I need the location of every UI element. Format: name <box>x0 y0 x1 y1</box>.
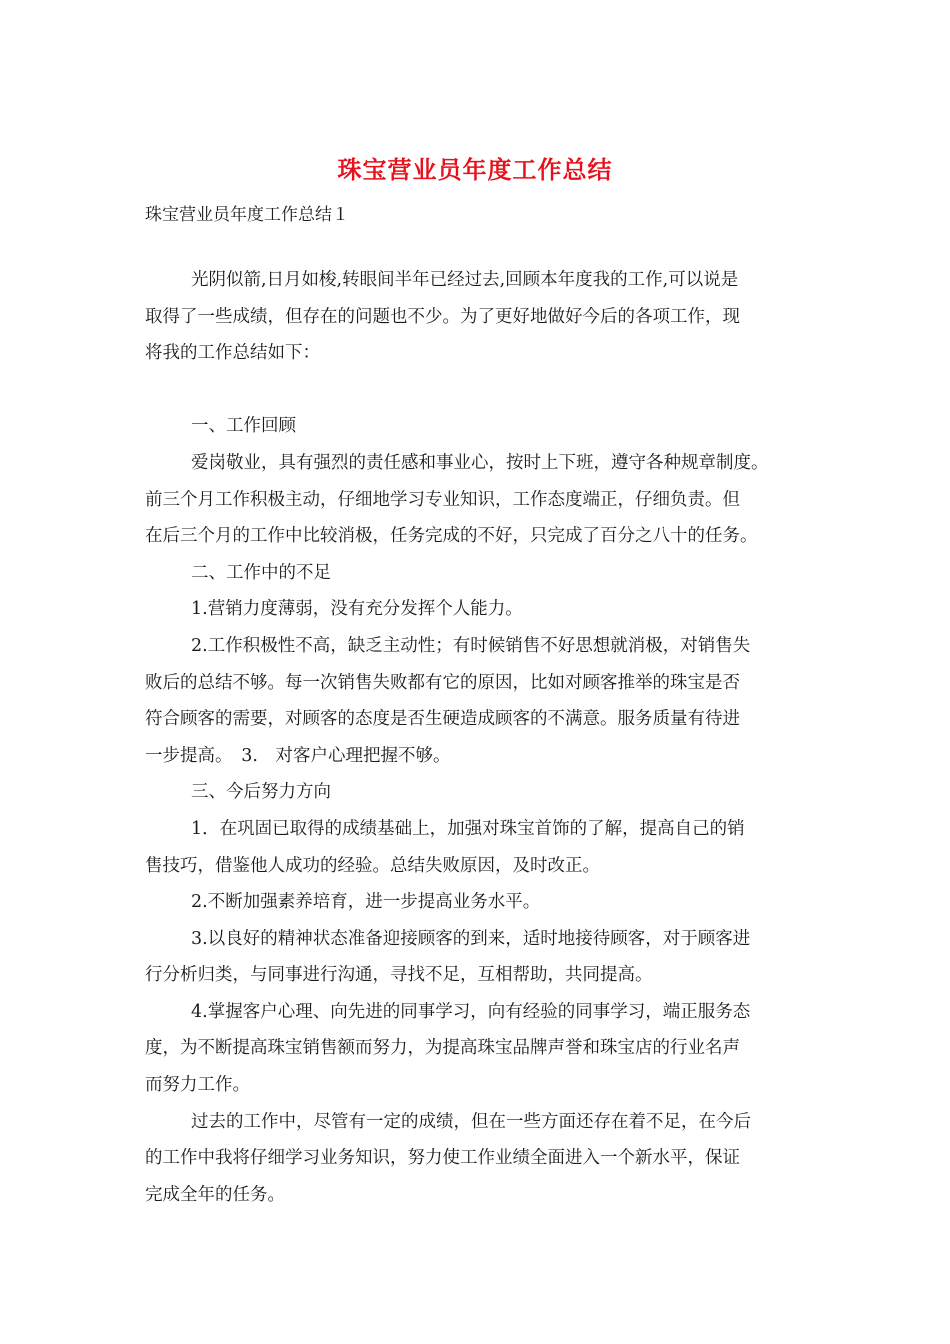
paragraph-line: 2.不断加强素养培育，进一步提高业务水平。 <box>191 892 541 913</box>
document-subtitle: 珠宝营业员年度工作总结１ <box>145 205 349 225</box>
paragraph-line: 1．在巩固已取得的成绩基础上，加强对珠宝首饰的了解，提高自己的销 <box>191 818 745 839</box>
paragraph-line: 的工作中我将仔细学习业务知识，努力使工作业绩全面进入一个新水平，保证 <box>145 1148 740 1169</box>
paragraph-line: 而努力工作。 <box>145 1075 250 1096</box>
paragraph-line: 4.掌握客户心理、向先进的同事学习，向有经验的同事学习，端正服务态 <box>191 1001 751 1022</box>
paragraph-line: 3.以良好的精神状态准备迎接顾客的到来，适时地接待顾客，对于顾客进 <box>191 928 751 949</box>
paragraph-line: 二、工作中的不足 <box>191 562 331 583</box>
paragraph <box>145 591 825 628</box>
paragraph-line: 败后的总结不够。每一次销售失败都有它的原因，比如对顾客推举的珠宝是否 <box>145 672 740 693</box>
paragraph-line: 售技巧，借鉴他人成功的经验。总结失败原因，及时改正。 <box>145 855 600 876</box>
paragraph-line: 在后三个月的工作中比较消极，任务完成的不好，只完成了百分之八十的任务。 <box>145 526 758 547</box>
paragraph-line: 完成全年的任务。 <box>145 1184 285 1205</box>
paragraph-line: 爱岗敬业，具有强烈的责任感和事业心，按时上下班，遵守各种规章制度。 <box>191 452 769 473</box>
paragraph <box>145 884 825 921</box>
paragraph-line: 前三个月工作积极主动，仔细地学习专业知识，工作态度端正，仔细负责。但 <box>145 489 740 510</box>
document-title: 珠宝营业员年度工作总结 <box>337 155 613 184</box>
paragraph-line: 符合顾客的需要，对顾客的态度是否生硬造成顾客的不满意。服务质量有待进 <box>145 709 740 730</box>
paragraph <box>145 921 825 994</box>
paragraph <box>145 811 825 884</box>
paragraph <box>145 445 825 555</box>
paragraph-line: 取得了一些成绩，但存在的问题也不少。为了更好地做好今后的各项工作，现 <box>145 306 740 327</box>
paragraph <box>145 408 825 445</box>
paragraph-line: 一步提高。 3. 对客户心理把握不够。 <box>145 745 451 766</box>
paragraph-line: 一、工作回顾 <box>191 416 296 437</box>
paragraph <box>145 628 825 774</box>
paragraph <box>145 774 825 811</box>
paragraph <box>145 994 825 1104</box>
paragraph-line: 过去的工作中，尽管有一定的成绩，但在一些方面还存在着不足，在今后 <box>191 1111 751 1132</box>
paragraph-line: 2.工作积极性不高，缺乏主动性；有时候销售不好思想就消极，对销售失 <box>191 635 751 656</box>
paragraph-line: 将我的工作总结如下： <box>145 343 320 364</box>
document-body <box>145 262 825 1213</box>
paragraph-gap <box>145 372 825 409</box>
paragraph-line: 1.营销力度薄弱，没有充分发挥个人能力。 <box>191 599 523 620</box>
paragraph-line: 三、今后努力方向 <box>191 782 331 803</box>
paragraph <box>145 1104 825 1214</box>
paragraph-line: 度，为不断提高珠宝销售额而努力，为提高珠宝品牌声誉和珠宝店的行业名声 <box>145 1038 740 1059</box>
paragraph <box>145 262 825 372</box>
paragraph <box>145 555 825 592</box>
paragraph-line: 行分析归类，与同事进行沟通，寻找不足，互相帮助，共同提高。 <box>145 965 653 986</box>
paragraph-line: 光阴似箭,日月如梭,转眼间半年已经过去,回顾本年度我的工作,可以说是 <box>191 270 739 290</box>
